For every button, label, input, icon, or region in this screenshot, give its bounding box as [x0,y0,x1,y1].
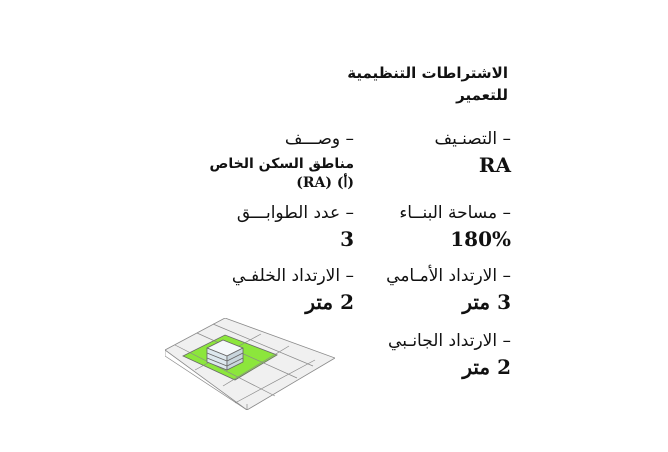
building-area-value: 180% [450,227,511,251]
classification-item [434,128,511,178]
title-line-2: للتعمير [456,86,508,104]
description-value-line-1: مناطق السكن الخاص [209,156,354,172]
floors-label: – عدد الطوابـــق [236,203,354,223]
back-setback-value: 2 متر [305,290,354,314]
front-setback-value: 3 متر [462,290,511,314]
side-setback-value: 2 متر [462,355,511,379]
back-setback-label: – الارتداد الخلفـي [231,266,354,286]
building-plot-illustration [165,318,335,410]
side-setback-label: – الارتداد الجانـبي [388,331,511,351]
building-area-label: – مساحة البنــاء [399,203,511,223]
description-value-line-2: (أ) (RA) [296,175,354,191]
floors-value: 3 [340,227,354,251]
page-title [347,62,508,106]
back-setback-item [232,265,354,315]
floors-item [237,202,354,252]
classification-label: – التصنـيف [434,129,511,149]
description-label: – وصـــف [284,129,354,149]
classification-value: RA [478,153,511,177]
front-setback-item [386,265,511,315]
side-setback-item [388,330,511,380]
description-item [210,128,354,192]
building-area-item [399,202,511,252]
title-line-1: الاشتراطات التنظيمية [347,64,508,82]
front-setback-label: – الارتداد الأمـامي [386,266,511,286]
